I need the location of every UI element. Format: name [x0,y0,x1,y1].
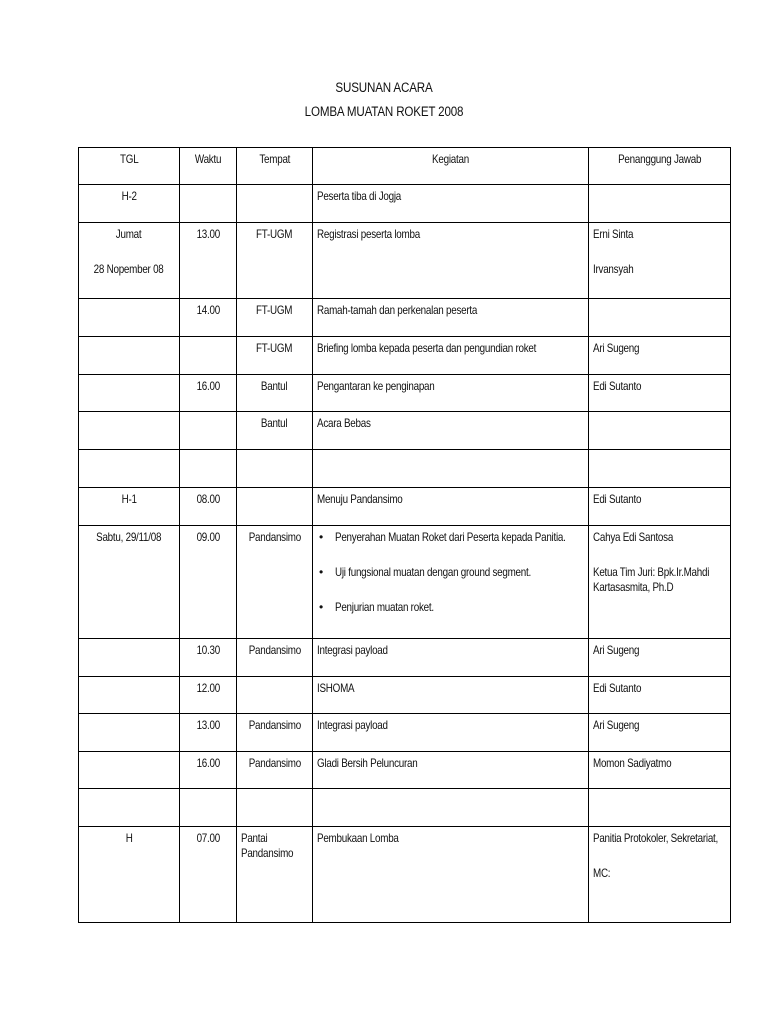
cell-kegiatan [313,450,589,488]
schedule-body [79,185,731,923]
cell-tempat [237,412,313,450]
cell-penanggung-jawab [589,337,731,375]
cell-penanggung-jawab [589,677,731,714]
tgl-text: 28 Nopember 08 [94,262,164,276]
cell-penanggung-jawab [589,827,731,923]
cell-waktu [180,223,237,299]
cell-tgl [79,714,180,752]
cell-kegiatan [313,789,589,827]
cell-tempat [237,375,313,412]
tempat-text: Pandansimo [248,756,301,770]
cell-tempat [237,488,313,526]
cell-kegiatan [313,714,589,752]
cell-tgl [79,337,180,375]
cell-tempat [237,677,313,714]
header-tgl: TGL [79,148,180,185]
penanggung-jawab-text: MC: [593,866,611,880]
cell-penanggung-jawab [589,185,731,223]
waktu-text: 10.30 [196,643,220,657]
waktu-text: 13.00 [196,227,220,241]
cell-waktu [180,714,237,752]
cell-kegiatan [313,337,589,375]
cell-tgl [79,639,180,677]
cell-penanggung-jawab [589,450,731,488]
tgl-text: H-2 [121,189,137,203]
header-penanggung-jawab: Penanggung Jawab [589,148,731,185]
cell-tgl [79,185,180,223]
list-item [317,530,584,545]
waktu-text: 12.00 [196,681,220,695]
cell-waktu [180,337,237,375]
tempat-text: FT-UGM [256,303,293,317]
cell-tgl [79,412,180,450]
table-row [79,375,731,412]
cell-tempat [237,185,313,223]
document-title: SUSUNAN ACARA [335,80,433,95]
cell-tempat [237,299,313,337]
penanggung-jawab-text: Ari Sugeng [593,643,640,657]
penanggung-jawab-text: Erni Sinta [593,227,634,241]
table-row [79,714,731,752]
penanggung-jawab-text: Irvansyah [593,262,634,276]
cell-tgl [79,375,180,412]
cell-waktu [180,827,237,923]
tempat-text: Pandansimo [248,530,301,544]
kegiatan-text: Acara Bebas [317,416,371,430]
table-row [79,299,731,337]
cell-tgl [79,677,180,714]
cell-penanggung-jawab [589,488,731,526]
cell-penanggung-jawab [589,526,731,639]
tgl-text: H-1 [121,492,137,506]
waktu-text: 09.00 [196,530,220,544]
tgl-text: H [125,831,133,845]
header-kegiatan: Kegiatan [313,148,589,185]
cell-penanggung-jawab [589,223,731,299]
cell-tempat [237,450,313,488]
waktu-text: 13.00 [196,718,220,732]
cell-tgl [79,827,180,923]
table-header-row [79,148,731,185]
cell-tgl [79,299,180,337]
penanggung-jawab-text: Ari Sugeng [593,341,640,355]
penanggung-jawab-text: Edi Sutanto [593,379,642,393]
waktu-text: 14.00 [196,303,220,317]
cell-waktu [180,526,237,639]
cell-kegiatan [313,223,589,299]
cell-waktu [180,375,237,412]
cell-kegiatan [313,752,589,789]
cell-penanggung-jawab [589,299,731,337]
cell-penanggung-jawab [589,714,731,752]
kegiatan-text: Penyerahan Muatan Roket dari Peserta kepada Panitia. [335,530,566,544]
cell-tgl [79,789,180,827]
table-row [79,827,731,923]
cell-penanggung-jawab [589,375,731,412]
tempat-text: Pandansimo [248,643,301,657]
tempat-text: Pantai Pandansimo [241,831,294,860]
cell-waktu [180,299,237,337]
list-item [317,600,584,615]
tempat-text: Pandansimo [248,718,301,732]
tgl-text: Sabtu, 29/11/08 [96,530,162,544]
kegiatan-bullet-list [317,530,584,615]
cell-tempat [237,752,313,789]
table-row [79,450,731,488]
kegiatan-text: Ramah-tamah dan perkenalan peserta [317,303,478,317]
header-tempat: Tempat [237,148,313,185]
kegiatan-text: Gladi Bersih Peluncuran [317,756,418,770]
penanggung-jawab-text: Momon Sadiyatmo [593,756,672,770]
kegiatan-text: Briefing lomba kepada peserta dan pengundian roket [317,341,537,355]
schedule-table [78,147,731,923]
tempat-text: FT-UGM [256,341,293,355]
cell-waktu [180,677,237,714]
header-waktu: Waktu [180,148,237,185]
cell-tempat [237,639,313,677]
kegiatan-text: Peserta tiba di Jogja [317,189,401,203]
cell-kegiatan [313,299,589,337]
cell-waktu [180,450,237,488]
waktu-text: 16.00 [196,756,220,770]
cell-tgl [79,752,180,789]
penanggung-jawab-text: Ketua Tim Juri: Bpk.Ir.Mahdi Kartasasmita, Ph.D [593,565,710,594]
kegiatan-text: Registrasi peserta lomba [317,227,420,241]
penanggung-jawab-text: Cahya Edi Santosa [593,530,674,544]
table-row [79,526,731,639]
table-row [79,488,731,526]
table-row [79,185,731,223]
cell-tempat [237,337,313,375]
kegiatan-text: ISHOMA [317,681,355,695]
tempat-text: Bantul [261,416,288,430]
penanggung-jawab-text: Panitia Protokoler, Sekretariat, [593,831,719,845]
cell-kegiatan [313,412,589,450]
cell-waktu [180,752,237,789]
kegiatan-text: Uji fungsional muatan dengan ground segment. [335,565,531,579]
cell-waktu [180,488,237,526]
cell-kegiatan [313,488,589,526]
table-row [79,752,731,789]
cell-tempat [237,827,313,923]
cell-waktu [180,412,237,450]
kegiatan-text: Penjurian muatan roket. [335,600,434,614]
tempat-text: Bantul [261,379,288,393]
penanggung-jawab-text: Ari Sugeng [593,718,640,732]
kegiatan-text: Pembukaan Lomba [317,831,399,845]
cell-kegiatan [313,827,589,923]
cell-tgl [79,450,180,488]
cell-waktu [180,639,237,677]
cell-kegiatan [313,526,589,639]
waktu-text: 16.00 [196,379,220,393]
kegiatan-text: Integrasi payload [317,643,388,657]
table-row [79,337,731,375]
document-subtitle: LOMBA MUATAN ROKET 2008 [304,104,464,119]
cell-kegiatan [313,639,589,677]
table-row [79,677,731,714]
cell-tgl [79,488,180,526]
waktu-text: 08.00 [196,492,220,506]
cell-penanggung-jawab [589,752,731,789]
penanggung-jawab-text: Edi Sutanto [593,681,642,695]
tempat-text: FT-UGM [256,227,293,241]
penanggung-jawab-text: Edi Sutanto [593,492,642,506]
tgl-text: Jumat [116,227,142,241]
kegiatan-text: Menuju Pandansimo [317,492,403,506]
cell-tgl [79,223,180,299]
table-row [79,223,731,299]
cell-penanggung-jawab [589,639,731,677]
cell-waktu [180,185,237,223]
kegiatan-text: Pengantaran ke penginapan [317,379,435,393]
cell-kegiatan [313,375,589,412]
table-row [79,789,731,827]
cell-tempat [237,223,313,299]
cell-waktu [180,789,237,827]
list-item [317,565,584,580]
cell-penanggung-jawab [589,789,731,827]
cell-kegiatan [313,677,589,714]
kegiatan-text: Integrasi payload [317,718,388,732]
cell-tempat [237,789,313,827]
table-row [79,412,731,450]
cell-tempat [237,714,313,752]
cell-tempat [237,526,313,639]
cell-kegiatan [313,185,589,223]
table-row [79,639,731,677]
cell-penanggung-jawab [589,412,731,450]
cell-tgl [79,526,180,639]
waktu-text: 07.00 [196,831,220,845]
